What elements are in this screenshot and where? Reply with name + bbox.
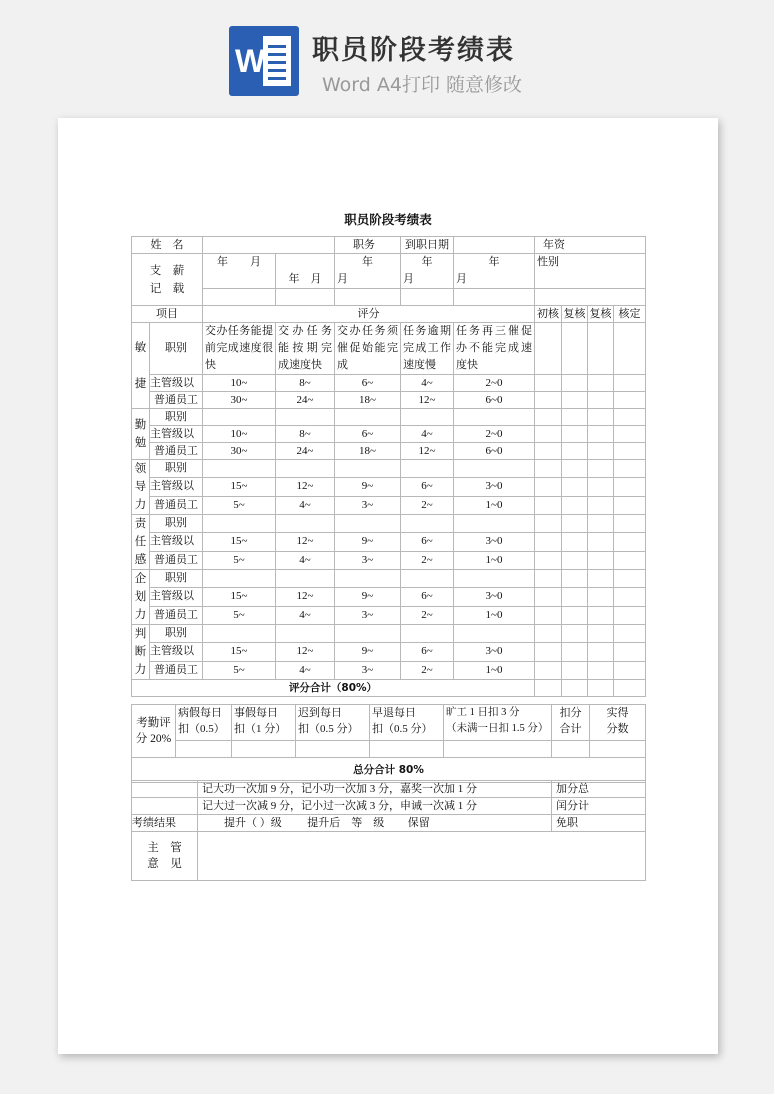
- score-cell: 4~: [401, 426, 454, 443]
- score-cell: 2~0: [454, 375, 535, 392]
- manager-label: 主管级以: [150, 533, 203, 551]
- supervisor-opinion-input[interactable]: [198, 832, 646, 881]
- bonus-row: [132, 781, 646, 798]
- deduction-total: 扣分 合计: [552, 705, 590, 741]
- review-cell[interactable]: [588, 460, 614, 478]
- review-cell[interactable]: [614, 460, 646, 478]
- retain-option[interactable]: 保留: [407, 816, 430, 829]
- manager-label: 主管级以: [150, 375, 203, 392]
- first-review-header: 初核: [535, 306, 562, 323]
- review-cell[interactable]: [562, 392, 588, 409]
- score-cell: 3~0: [454, 588, 535, 606]
- word-document-icon: W: [229, 26, 299, 96]
- score-cell: 6~0: [454, 443, 535, 460]
- grand-total-label: 总分合计 80%: [132, 758, 646, 783]
- dismiss-option[interactable]: 免职: [552, 815, 646, 832]
- score-cell: 15~: [203, 533, 276, 551]
- second-review-header-2: 复核: [588, 306, 614, 323]
- leadership-staff-row: [132, 496, 646, 514]
- score-cell: 12~: [276, 478, 335, 496]
- score-cell: 4~: [276, 606, 335, 624]
- review-cell[interactable]: [614, 323, 646, 375]
- salary-date-5[interactable]: 年 月: [454, 254, 535, 289]
- personal-input[interactable]: [232, 740, 296, 757]
- review-cell[interactable]: [535, 392, 562, 409]
- review-cell[interactable]: [535, 661, 562, 679]
- score-header-row: [132, 306, 646, 323]
- grand-total-row: [132, 758, 646, 783]
- appraisal-form-table: [131, 236, 646, 697]
- review-cell[interactable]: [535, 551, 562, 569]
- salary-blank-3[interactable]: [335, 289, 401, 306]
- score-cell: 6~: [401, 643, 454, 661]
- score-cell: 3~0: [454, 533, 535, 551]
- late-input[interactable]: [296, 740, 370, 757]
- score-cell: 3~0: [454, 478, 535, 496]
- score-cell: 12~: [276, 588, 335, 606]
- review-cell[interactable]: [588, 323, 614, 375]
- attendance-label: 考勤评 分 20%: [132, 705, 176, 758]
- early-leave: 早退每日 扣（0.5 分）: [370, 705, 444, 741]
- score-cell: 15~: [203, 643, 276, 661]
- review-cell[interactable]: [614, 533, 646, 551]
- result-label: 考绩结果: [132, 815, 198, 832]
- planning-role-row: [132, 570, 646, 588]
- review-cell[interactable]: [614, 680, 646, 697]
- review-cell[interactable]: [588, 496, 614, 514]
- review-cell[interactable]: [588, 443, 614, 460]
- review-cell[interactable]: [535, 588, 562, 606]
- bonus-rule: 记大功一次加 9 分，记小功一次加 3 分，嘉奖一次加 1 分: [198, 781, 552, 798]
- score-cell: 9~: [335, 643, 401, 661]
- review-cell[interactable]: [535, 426, 562, 443]
- score-cell: 4~: [276, 551, 335, 569]
- review-cell[interactable]: [562, 643, 588, 661]
- review-cell[interactable]: [535, 375, 562, 392]
- score-cell: 9~: [335, 588, 401, 606]
- salary-blank-4[interactable]: [401, 289, 454, 306]
- review-cell[interactable]: [588, 570, 614, 588]
- review-cell[interactable]: [588, 625, 614, 643]
- responsibility-staff-row: [132, 551, 646, 569]
- after-promote-option[interactable]: 提升后 等 级: [307, 816, 385, 829]
- review-cell[interactable]: [614, 570, 646, 588]
- salary-date-2[interactable]: 年 月: [276, 254, 335, 289]
- deduction-input[interactable]: [552, 740, 590, 757]
- score-cell: 12~: [401, 392, 454, 409]
- review-cell[interactable]: [562, 443, 588, 460]
- manager-label: 主管级以: [150, 426, 203, 443]
- name-value[interactable]: [203, 237, 335, 254]
- early-input[interactable]: [370, 740, 444, 757]
- sick-input[interactable]: [176, 740, 232, 757]
- review-cell[interactable]: [535, 409, 562, 426]
- category-leadership: 领 导 力: [132, 460, 150, 515]
- staff-label: 普通员工: [150, 496, 203, 514]
- review-cell[interactable]: [562, 496, 588, 514]
- review-cell[interactable]: [562, 426, 588, 443]
- review-cell[interactable]: [588, 515, 614, 533]
- result-row: [132, 815, 646, 832]
- review-cell[interactable]: [535, 680, 562, 697]
- review-cell[interactable]: [562, 478, 588, 496]
- criteria-1: 交办任务能提前完成速度很快: [203, 323, 276, 375]
- planning-manager-row: [132, 588, 646, 606]
- review-cell[interactable]: [614, 625, 646, 643]
- score-cell: 9~: [335, 478, 401, 496]
- agility-staff-row: [132, 392, 646, 409]
- actual-input[interactable]: [590, 740, 646, 757]
- review-cell[interactable]: [562, 625, 588, 643]
- info-row-1: [132, 237, 646, 254]
- review-cell[interactable]: [588, 392, 614, 409]
- penalty-rule: 记大过一次减 9 分，记小过一次减 3 分，申诫一次减 1 分: [198, 798, 552, 815]
- supervisor-row: [132, 832, 646, 881]
- position-label: 职务: [335, 237, 401, 254]
- review-cell[interactable]: [614, 551, 646, 569]
- judgment-manager-row: [132, 643, 646, 661]
- criteria-3: 交办任务须催促始能完成: [335, 323, 401, 375]
- staff-label: 普通员工: [150, 392, 203, 409]
- salary-date-4[interactable]: 年 月: [401, 254, 454, 289]
- review-cell[interactable]: [562, 460, 588, 478]
- review-cell[interactable]: [535, 570, 562, 588]
- salary-blank-1[interactable]: [203, 289, 276, 306]
- score-cell: 6~: [401, 533, 454, 551]
- second-review-header-1: 复核: [562, 306, 588, 323]
- review-cell[interactable]: [562, 551, 588, 569]
- review-cell[interactable]: [588, 661, 614, 679]
- review-cell[interactable]: [588, 426, 614, 443]
- score-cell: 8~: [276, 426, 335, 443]
- manager-label: 主管级以: [150, 478, 203, 496]
- penalty-row: [132, 798, 646, 815]
- review-cell[interactable]: [614, 375, 646, 392]
- score-total-label: 评分合计（80%）: [132, 680, 535, 697]
- score-cell: 2~: [401, 606, 454, 624]
- score-cell: 24~: [276, 392, 335, 409]
- role-label: 职别: [150, 460, 203, 478]
- result-options: [198, 815, 552, 832]
- score-cell: 5~: [203, 496, 276, 514]
- sick-leave: 病假每日 扣（0.5）: [176, 705, 232, 741]
- review-cell[interactable]: [588, 375, 614, 392]
- absence-input[interactable]: [444, 740, 552, 757]
- review-cell[interactable]: [614, 661, 646, 679]
- document-title: 职员阶段考绩表: [344, 212, 432, 227]
- score-cell: 5~: [203, 661, 276, 679]
- review-cell[interactable]: [535, 496, 562, 514]
- penalty-total-label: 闰分计: [552, 798, 646, 815]
- score-cell: 30~: [203, 443, 276, 460]
- header-title: 职员阶段考绩表: [312, 35, 515, 66]
- review-cell[interactable]: [535, 478, 562, 496]
- score-cell: 4~: [401, 375, 454, 392]
- review-cell[interactable]: [588, 588, 614, 606]
- score-cell: 8~: [276, 375, 335, 392]
- role-label: 职别: [150, 570, 203, 588]
- salary-row: [132, 254, 646, 289]
- judgment-staff-row: [132, 661, 646, 679]
- score-cell: 2~0: [454, 426, 535, 443]
- review-cell[interactable]: [588, 551, 614, 569]
- category-planning: 企 划 力: [132, 570, 150, 625]
- score-cell: 3~0: [454, 643, 535, 661]
- absence: 旷工 1 日扣 3 分 （未满一日扣 1.5 分）: [444, 705, 552, 741]
- supervisor-opinion-label: 主 管 意 见: [132, 832, 198, 881]
- score-cell: 24~: [276, 443, 335, 460]
- personal-leave: 事假每日 扣（1 分）: [232, 705, 296, 741]
- salary-blank-6[interactable]: [535, 289, 646, 306]
- review-cell[interactable]: [588, 533, 614, 551]
- review-cell[interactable]: [614, 478, 646, 496]
- agility-manager-row: [132, 375, 646, 392]
- score-cell: 6~: [335, 426, 401, 443]
- bonus-total-label: 加分总: [552, 781, 646, 798]
- promote-option[interactable]: 提升（ ）级: [224, 816, 282, 829]
- score-cell: 12~: [401, 443, 454, 460]
- score-header: 评分: [203, 306, 535, 323]
- header-subtitle: Word A4打印 随意修改: [322, 74, 523, 96]
- review-cell[interactable]: [588, 409, 614, 426]
- score-cell: 1~0: [454, 606, 535, 624]
- score-cell: 1~0: [454, 496, 535, 514]
- score-cell: 6~: [401, 478, 454, 496]
- bonus-blank: [132, 781, 198, 798]
- category-diligence: 勤 勉: [132, 409, 150, 460]
- staff-label: 普通员工: [150, 606, 203, 624]
- staff-label: 普通员工: [150, 661, 203, 679]
- score-cell: 6~: [335, 375, 401, 392]
- score-cell: 9~: [335, 533, 401, 551]
- category-agility: 敏 捷: [132, 323, 150, 409]
- score-cell: 4~: [276, 496, 335, 514]
- responsibility-role-row: [132, 515, 646, 533]
- score-cell: 15~: [203, 588, 276, 606]
- score-cell: 10~: [203, 426, 276, 443]
- score-cell: 1~0: [454, 551, 535, 569]
- criteria-5: 任务再三催促办不能完成速度快: [454, 323, 535, 375]
- salary-record-label: 支 薪 记 载: [132, 254, 203, 306]
- score-cell: 2~: [401, 661, 454, 679]
- diligence-role-row: [132, 409, 646, 426]
- review-cell[interactable]: [562, 606, 588, 624]
- review-cell[interactable]: [535, 533, 562, 551]
- diligence-staff-row: [132, 443, 646, 460]
- salary-blank-2[interactable]: [276, 289, 335, 306]
- score-cell: 3~: [335, 496, 401, 514]
- review-cell[interactable]: [562, 375, 588, 392]
- score-cell: 6~: [401, 588, 454, 606]
- review-cell[interactable]: [588, 478, 614, 496]
- staff-label: 普通员工: [150, 443, 203, 460]
- attendance-table: [131, 704, 646, 783]
- score-cell: 5~: [203, 551, 276, 569]
- seniority-label: 年资: [535, 237, 646, 254]
- score-cell: 2~: [401, 496, 454, 514]
- score-cell: 4~: [276, 661, 335, 679]
- role-label: 职别: [150, 323, 203, 375]
- late-arrival: 迟到每日 扣（0.5 分）: [296, 705, 370, 741]
- role-label: 职别: [150, 625, 203, 643]
- review-cell[interactable]: [614, 496, 646, 514]
- hire-date-value[interactable]: [454, 237, 535, 254]
- review-cell[interactable]: [588, 643, 614, 661]
- review-cell[interactable]: [614, 426, 646, 443]
- review-cell[interactable]: [614, 392, 646, 409]
- salary-row-2: [132, 289, 646, 306]
- review-cell[interactable]: [562, 323, 588, 375]
- review-cell[interactable]: [588, 606, 614, 624]
- criteria-4: 任务逾期完成工作速度慢: [401, 323, 454, 375]
- score-cell: 6~0: [454, 392, 535, 409]
- diligence-manager-row: [132, 426, 646, 443]
- attendance-input-row: [132, 740, 646, 757]
- role-label: 职别: [150, 409, 203, 426]
- review-cell[interactable]: [588, 680, 614, 697]
- salary-blank-5[interactable]: [454, 289, 535, 306]
- score-total-row: [132, 680, 646, 697]
- leadership-manager-row: [132, 478, 646, 496]
- review-cell[interactable]: [535, 643, 562, 661]
- review-cell[interactable]: [562, 680, 588, 697]
- attendance-row: [132, 705, 646, 741]
- score-cell: 12~: [276, 643, 335, 661]
- score-cell: 15~: [203, 478, 276, 496]
- score-cell: 2~: [401, 551, 454, 569]
- planning-staff-row: [132, 606, 646, 624]
- score-cell: 3~: [335, 606, 401, 624]
- score-cell: 5~: [203, 606, 276, 624]
- score-cell: 18~: [335, 392, 401, 409]
- gender-label: 性别: [535, 254, 646, 289]
- score-cell: 3~: [335, 551, 401, 569]
- manager-label: 主管级以: [150, 643, 203, 661]
- leadership-role-row: [132, 460, 646, 478]
- category-judgment: 判 断 力: [132, 625, 150, 680]
- review-cell[interactable]: [535, 606, 562, 624]
- review-cell[interactable]: [614, 606, 646, 624]
- manager-label: 主管级以: [150, 588, 203, 606]
- score-cell: 10~: [203, 375, 276, 392]
- score-cell: 3~: [335, 661, 401, 679]
- review-cell[interactable]: [562, 515, 588, 533]
- review-cell[interactable]: [535, 460, 562, 478]
- agility-criteria-row: [132, 323, 646, 375]
- review-cell[interactable]: [562, 588, 588, 606]
- review-cell[interactable]: [614, 588, 646, 606]
- salary-date-3[interactable]: 年 月: [335, 254, 401, 289]
- penalty-blank: [132, 798, 198, 815]
- score-cell: 12~: [276, 533, 335, 551]
- criteria-2: 交办任务能按期完成速度快: [276, 323, 335, 375]
- responsibility-manager-row: [132, 533, 646, 551]
- score-cell: 1~0: [454, 661, 535, 679]
- review-cell[interactable]: [614, 515, 646, 533]
- score-cell: 30~: [203, 392, 276, 409]
- role-label: 职别: [150, 515, 203, 533]
- review-cell[interactable]: [614, 443, 646, 460]
- staff-label: 普通员工: [150, 551, 203, 569]
- review-cell[interactable]: [614, 643, 646, 661]
- item-header: 项目: [132, 306, 203, 323]
- review-cell[interactable]: [614, 409, 646, 426]
- actual-score: 实得 分数: [590, 705, 646, 741]
- review-cell[interactable]: [535, 323, 562, 375]
- review-cell[interactable]: [562, 533, 588, 551]
- name-label: 姓 名: [132, 237, 203, 254]
- category-responsibility: 责 任 感: [132, 515, 150, 570]
- bonus-table: [131, 780, 646, 881]
- review-cell[interactable]: [535, 443, 562, 460]
- hire-date-label: 到职日期: [401, 237, 454, 254]
- score-cell: 18~: [335, 443, 401, 460]
- review-cell[interactable]: [535, 515, 562, 533]
- review-cell[interactable]: [535, 625, 562, 643]
- salary-date-1[interactable]: 年 月: [203, 254, 276, 289]
- review-cell[interactable]: [562, 570, 588, 588]
- review-cell[interactable]: [562, 409, 588, 426]
- approval-header: 核定: [614, 306, 646, 323]
- page-header: [0, 0, 774, 110]
- review-cell[interactable]: [562, 661, 588, 679]
- judgment-role-row: [132, 625, 646, 643]
